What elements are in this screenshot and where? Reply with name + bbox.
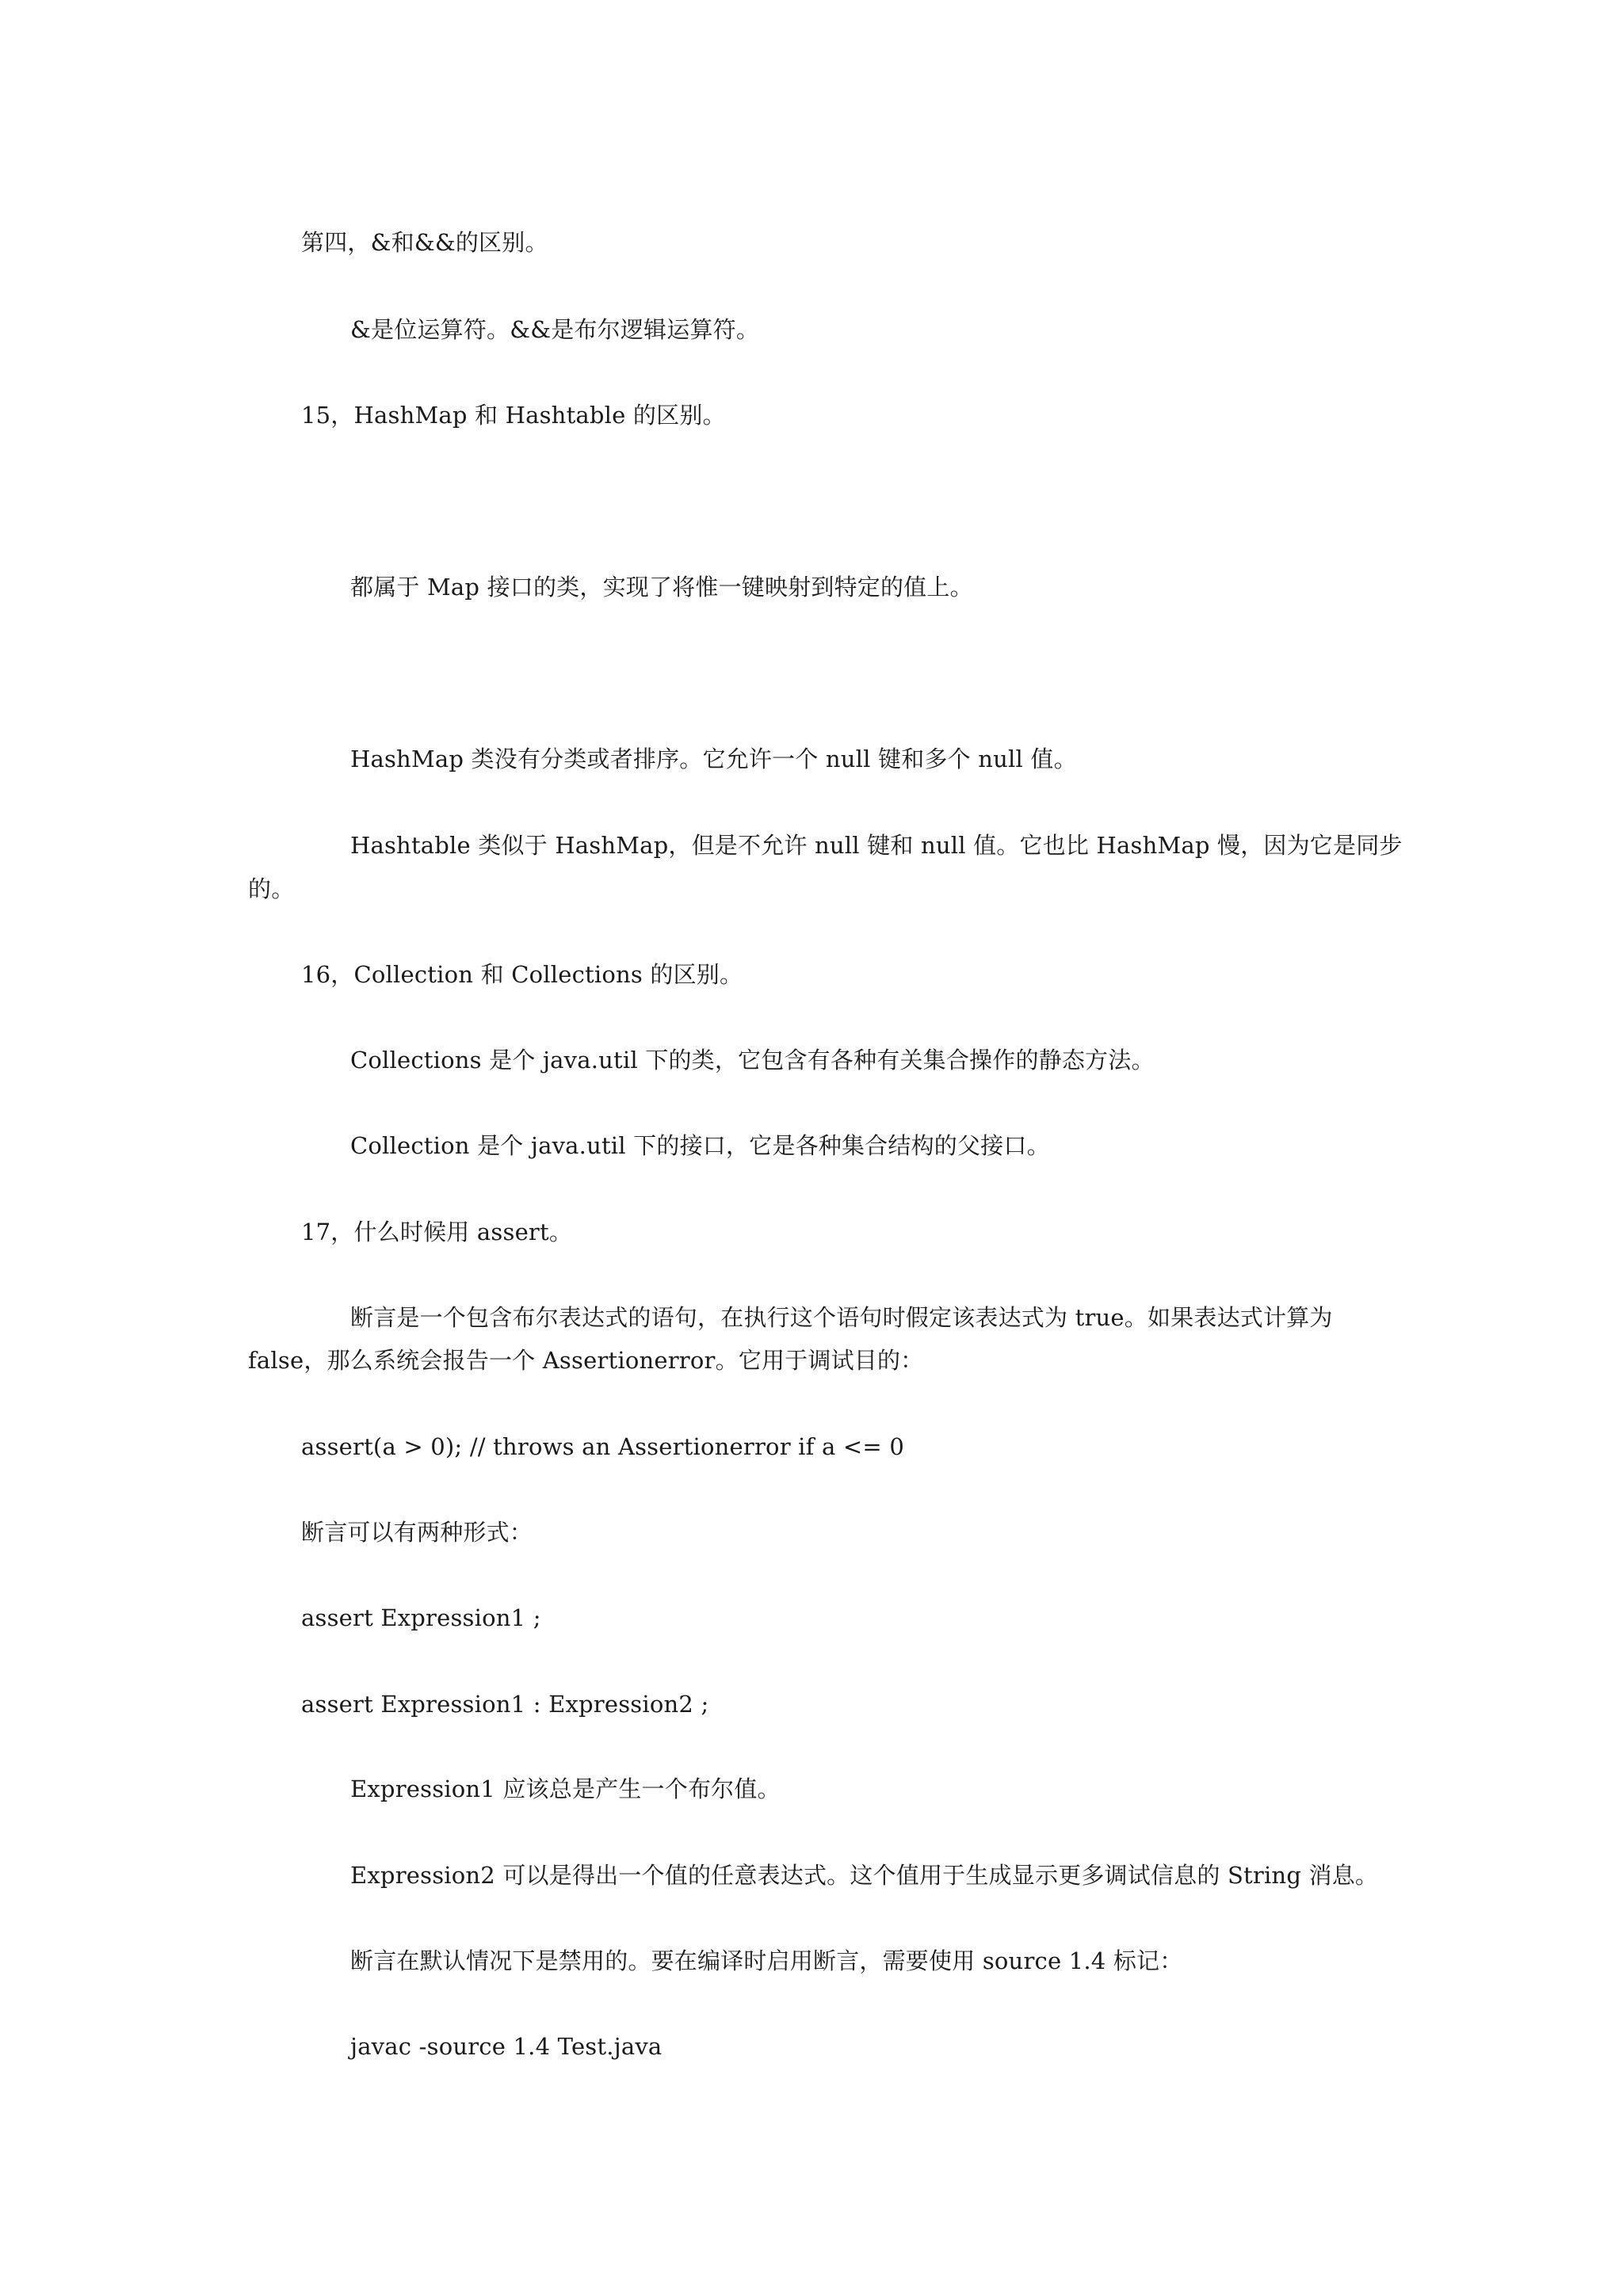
paragraph-collections: Collections 是个 java.util 下的类，它包含有各种有关集合操作的静态方法。: [350, 1047, 1155, 1074]
paragraph-and-operators: &是位运算符。&&是布尔逻辑运算符。: [350, 316, 760, 343]
paragraph-assert-forms: 断言可以有两种形式：: [301, 1519, 533, 1546]
heading-collection-collections: 16，Collection 和 Collections 的区别。: [301, 961, 743, 988]
heading-and-operators: 第四，&和&&的区别。: [301, 229, 548, 256]
paragraph-collection: Collection 是个 java.util 下的接口，它是各种集合结构的父接口。: [350, 1132, 1050, 1159]
code-assert-example: assert(a > 0); // throws an Assertionerror if a <= 0: [301, 1433, 904, 1460]
paragraph-expression2: Expression2 可以是得出一个值的任意表达式。这个值用于生成显示更多调试信息的 String 消息。: [350, 1862, 1379, 1889]
heading-hashmap-hashtable: 15，HashMap 和 Hashtable 的区别。: [301, 402, 726, 429]
code-assert-form2: assert Expression1 : Expression2 ;: [301, 1691, 709, 1718]
paragraph-hashtable-line1: Hashtable 类似于 HashMap，但是不允许 null 键和 null 值。它也比 HashMap 慢，因为它是同步: [350, 832, 1403, 859]
paragraph-assert-disabled: 断言在默认情况下是禁用的。要在编译时启用断言，需要使用 source 1.4 标记：: [350, 1947, 1183, 1974]
code-assert-form1: assert Expression1 ;: [301, 1604, 541, 1631]
paragraph-hashmap: HashMap 类没有分类或者排序。它允许一个 null 键和多个 null 值。: [350, 746, 1077, 772]
paragraph-expression1: Expression1 应该总是产生一个布尔值。: [350, 1775, 781, 1802]
paragraph-map-interface: 都属于 Map 接口的类，实现了将惟一键映射到特定的值上。: [350, 574, 973, 601]
paragraph-assert-line1: 断言是一个包含布尔表达式的语句，在执行这个语句时假定该表达式为 true。如果表达式计算为: [350, 1304, 1333, 1331]
paragraph-assert-line2: false，那么系统会报告一个 Assertionerror。它用于调试目的：: [248, 1347, 924, 1374]
paragraph-hashtable-line2: 的。: [248, 875, 295, 902]
code-javac-command: javac -source 1.4 Test.java: [350, 2033, 663, 2060]
heading-assert: 17，什么时候用 assert。: [301, 1219, 573, 1245]
